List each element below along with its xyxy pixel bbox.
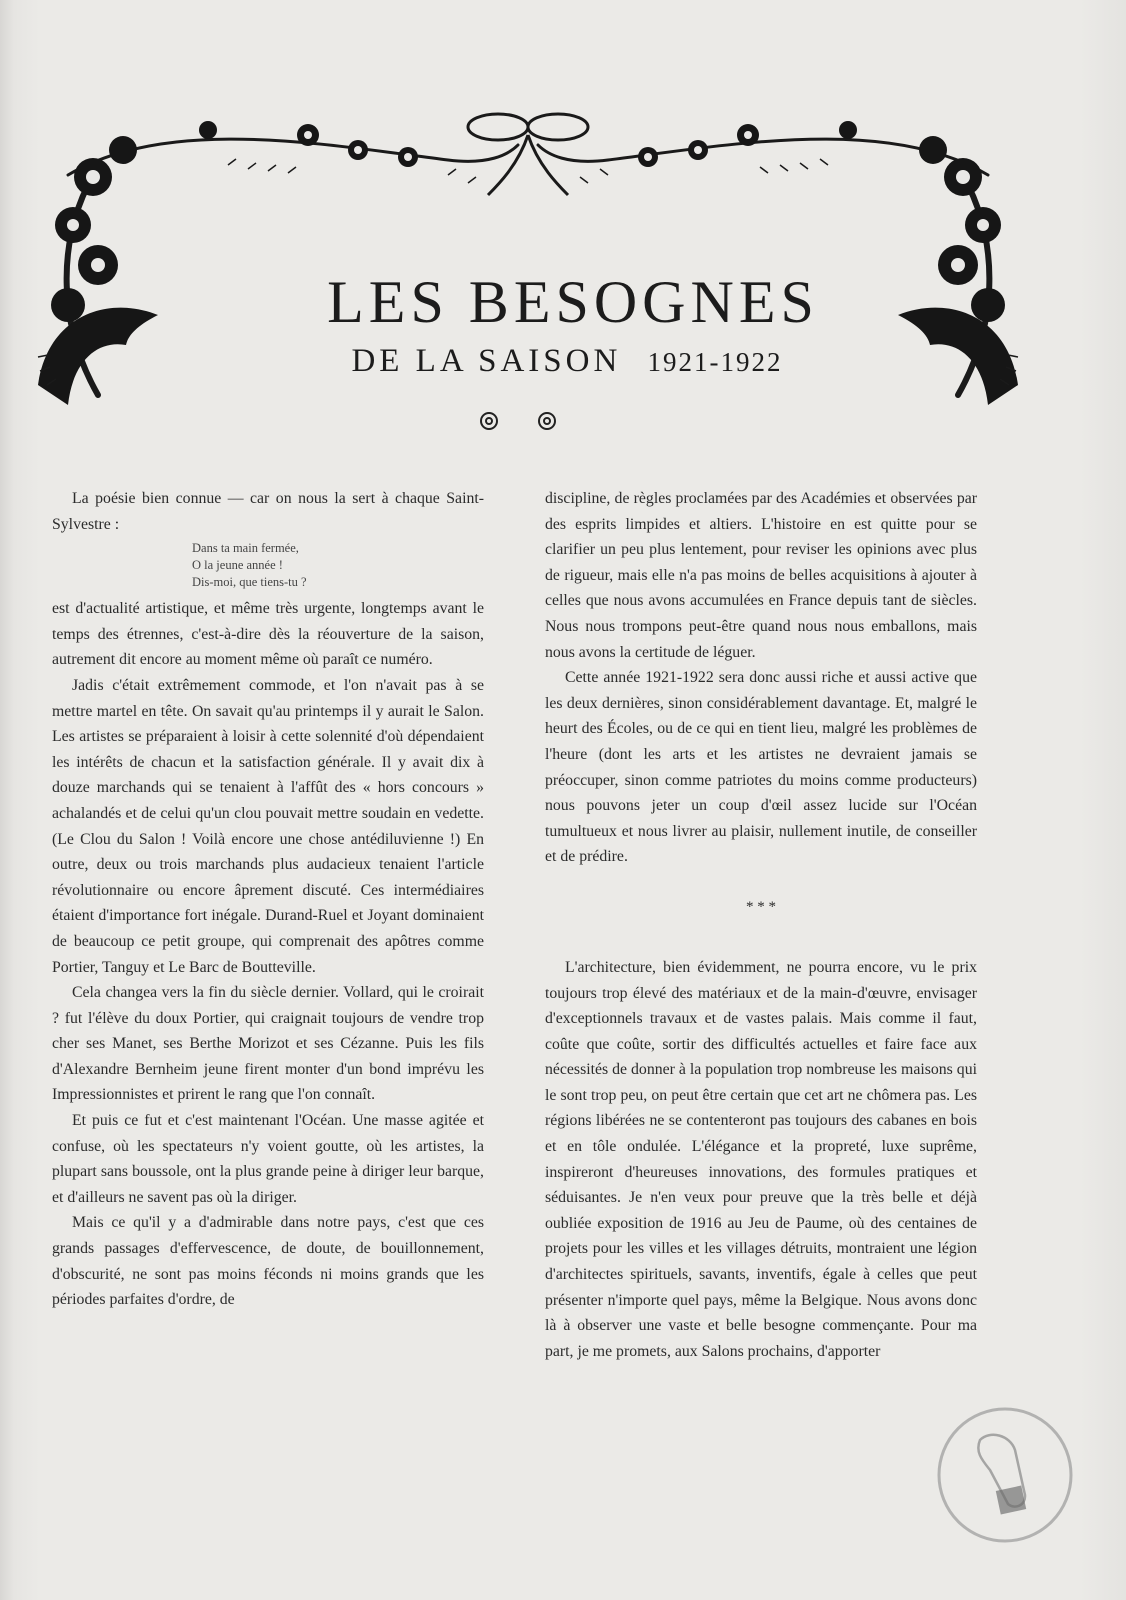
library-stamp-icon [930,1400,1080,1550]
page-title: LES BESOGNES [327,269,819,335]
poem-quote [192,540,484,591]
rose-icon [475,408,575,434]
page-subtitle [0,343,1126,380]
paragraph: est d'actualité artistique, et même très urgente, longtemps avant le temps des étrennes, c'est-à-dire dès la réouverture de la saison, autrement dit encore au moment même où paraît ce numéro. [52,600,484,669]
right-column [545,486,977,1364]
season-year: 1921-1922 [647,347,783,377]
paragraph: L'architecture, bien évidemment, ne pourra encore, vu le prix toujours trop élevé des matériaux et de la main-d'œuvre, envisager d'exceptionnels travaux et de vastes palais. Mais comme il faut, coûte que coûte, sortir des difficultés actuelles et faire face aux nécessités de donner à la population trop nombreuse les maisons qui le sont trop peu, on peut être certain que cet art ne chômera pas. Les régions libérées ne se contenteront pas toujours des cabanes en bois et en tôle ondulée. L'élégance et la propreté, luxe suprême, inspireront d'heureuses innovations, des formules pratiques et séduisantes. Je n'en veux pour preuve que la très belle et déjà oubliée exposition de 1916 au Jeu de Paume, où des centaines de projets pour les villes et les villages détruits, montraient une légion d'architectes spirituels, savants, inventifs, égale à celles que peut présenter n'importe quel pays, même la Belgique. Nous avons donc là à observer une vaste et belle besogne commençante. Pour ma part, je me promets, aux Salons prochains, d'apporter [545,958,977,1360]
paragraph: Mais ce qu'il y a d'admirable dans notre pays, c'est que ces grands passages d'effervescence, de doute, de bouillonnement, d'obscurité, ne sont pas moins féconds ni moins grands que les périodes parfaites d'ordre, de [52,1214,484,1309]
subtitle-text: DE LA SAISON [351,343,622,379]
paragraph: Cela changea vers la fin du siècle dernier. Vollard, qui le croirait ? fut l'élève du doux Portier, qui craignait toujours de vendre trop cher ses Manet, ses Berthe Morizot et ses Cézanne. Puis les fils d'Alexandre Bernheim jeune firent monter d'un bond imprévu les Impressionnistes et prirent le rang que l'on connaît. [52,984,484,1104]
paragraph: Et puis ce fut et c'est maintenant l'Océan. Une masse agitée et confuse, où les spectateurs n'y voient goutte, où les artistes, la plupart sans boussole, ont la plus grande peine à diriger leur barque, et d'ailleurs ne savent pas où la diriger. [52,1112,484,1206]
paragraph: Jadis c'était extrêmement commode, et l'on n'avait pas à se mettre martel en tête. On savait qu'au printemps il y aurait le Salon. Les artistes se préparaient à loisir à cette solennité d'où dépendaient les intérêts de chacun et la satisfaction générale. Il y avait dix à douze marchands qui se tenaient à l'affût des « hors concours » achalandés et de celui qu'un clou pouvait mettre soudain en vedette. (Le Clou du Salon ! Voilà encore une chose antédiluvienne !) En outre, deux ou trois marchands plus audacieux tenaient l'article révolutionnaire ou encore âprement discuté. Ces intermédiaires étaient d'importance fort inégale. Durand-Ruel et Joyant dominaient de beaucoup ce petit groupe, qui comprenait des apôtres comme Portier, Tanguy et Le Barc de Boutteville. [52,676,484,976]
poem-line: Dans ta main fermée, [192,541,299,556]
paragraph: Cette année 1921-1922 sera donc aussi riche et aussi active que les deux dernières, sinon considérablement davantage. Et, malgré le heurt des Écoles, ou de ce qui en tient lieu, malgré les problèmes de l'heure (dont les arts et les artistes ne devraient jamais se préoccuper, sinon comme patriotes du moins comme producteurs) nous pouvons jeter un coup d'œil assez lucide sur l'Océan tumultueux et nous livrer au plaisir, nullement inutile, de conseiller et de prédire. [545,669,977,866]
poem-line: O la jeune année ! [192,558,283,573]
paragraph: discipline, de règles proclamées par des Académies et observées par des esprits limpides et altiers. L'histoire en est quitte pour se clarifier un peu plus lentement, pour reviser les opinions avec plus de rigueur, mais elle n'a pas moins de belles acquisitions à ajouter à celles que nous avons accumulées en France depuis tant de siècles. Nous nous trompons peut-être quand nous nous emballons, mais nous avons la certitude de léguer. [545,490,977,661]
left-column [52,486,484,1313]
section-asterism: * * * [746,898,776,915]
paragraph: La poésie bien connue — car on nous la sert à chaque Saint-Sylvestre : [52,490,484,533]
poem-line: Dis-moi, que tiens-tu ? [192,575,307,590]
